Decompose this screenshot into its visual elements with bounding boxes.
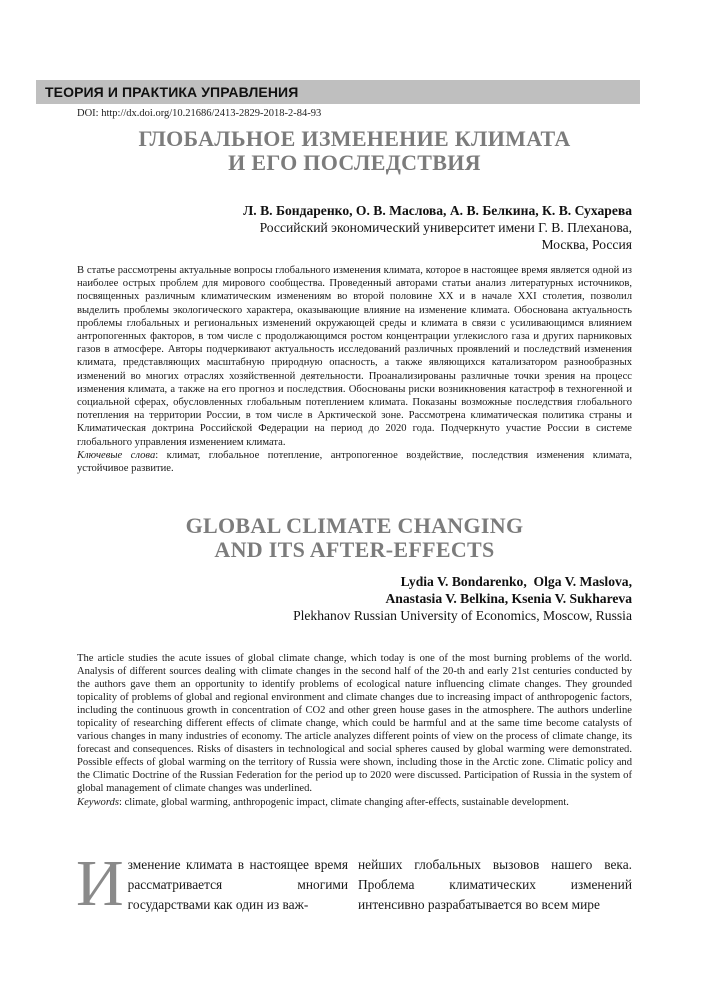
authors-ru: Л. В. Бондаренко, О. В. Маслова, А. В. Белкина, К. В. Сухарева xyxy=(243,203,632,218)
keywords-ru-label: Ключевые слова xyxy=(77,449,156,461)
title-ru-line-2: И ЕГО ПОСЛЕДСТВИЯ xyxy=(228,150,481,175)
body-right-text: нейших глобальных вызовов нашего века. Проблема климатических изменений интенсивно разрабатывается во всем мире xyxy=(358,857,632,912)
keywords-en-label: Keywords xyxy=(77,796,119,808)
authors-en-line-1: Lydia V. Bondarenko, Olga V. Maslova, xyxy=(400,574,632,589)
section-header-bar xyxy=(36,80,640,104)
affiliation-ru-line-1: Российский экономический университет имени Г. В. Плеханова, xyxy=(259,220,632,235)
authors-block-ru xyxy=(243,202,632,253)
authors-block-en xyxy=(293,573,632,624)
affiliation-en: Plekhanov Russian University of Economics, Moscow, Russia xyxy=(293,608,632,623)
abstract-en xyxy=(77,652,632,809)
abstract-ru-text: В статье рассмотрены актуальные вопросы глобального изменения климата, которое в настоящее время является одной из наиболее острых проблем для мирового сообщества. Проведенный авторами статьи анализ литературных источников, посвященных различным климатическим изменениям во второй половине XX и в начале XXI столетия, позволил выделить проблемы экологического характера, оказывающие влияние на изменение климата. Обоснована актуальность проблемы глобальных и региональных изменений окружающей среды и климата в связи с усиливающимся влиянием антропогенных факторов, в том числе с продолжающимся ростом концентрации углекислого газа и других парниковых газов в атмосфере. Авторы подчеркивают актуальность исследований различных проявлений и последствий изменения климата, представляющих масштабную природную опасность, а также являющихся катализатором разнообразных изменений во многих отраслях хозяйственной деятельности. Проанализированы различные точки зрения на процесс изменения климата, а также на его прогноз и последствия. Обоснованы риски возникновения катастроф в техногенной и социальной сферах, обусловленных глобальным потеплением климата. Показаны возможные последствия глобального потепления на территории России, в том числе в Арктической зоне. Рассмотрена климатическая политика страны и Климатическая доктрина Российской Федерации на период до 2020 года. Подчеркнуто участие России в системе глобального управления изменением климата. xyxy=(77,265,632,448)
keywords-ru xyxy=(77,449,632,475)
affiliation-ru-line-2: Москва, Россия xyxy=(541,237,632,252)
section-title: ТЕОРИЯ И ПРАКТИКА УПРАВЛЕНИЯ xyxy=(45,84,299,100)
drop-cap: И xyxy=(76,847,124,920)
body-column-left xyxy=(76,847,348,920)
keywords-en-text: : climate, global warming, anthropogenic impact, climate changing after-effects, sustainable development. xyxy=(118,796,569,808)
keywords-en xyxy=(77,796,632,809)
doi-link[interactable]: DOI: http://dx.doi.org/10.21686/2413-2829-2018-2-84-93 xyxy=(77,108,322,119)
abstract-en-text: The article studies the acute issues of global climate change, which today is one of the most burning problems of the world. Analysis of different sources dealing with climate changes in the second half of the 20-th and early 21st centuries conducted by the authors gave them an opportunity to identify problems of ecological nature influencing climate changes. They grounded topicality of problems of global and regional environment and climate changes due to increasing impact of anthropogenic factors, including the continuous growth in concentration of CO2 and other green house gases in the atmosphere. The authors underline topicality of researching different effects of climate change, which could be harmful and at the same time become catalysts of various changes in many industries of economy. The article analyzes different points of view on the process of climate change, its forecast and consequences. Risks of disasters in technological and social spheres caused by global warming were demonstrated. Possible effects of global warming on the territory of Russia were shown, including those in the Arctic zone. Climatic policy and the Climatic Doctrine of the Russian Federation for the period up to 2020 were discussed. Participation of Russia in the system of global management of climate changes was underlined. xyxy=(77,653,632,795)
article-title-en xyxy=(77,514,632,562)
article-title-ru xyxy=(77,127,632,175)
body-column-right xyxy=(358,855,632,914)
authors-en-line-2: Anastasia V. Belkina, Ksenia V. Sukhareva xyxy=(385,591,632,606)
abstract-ru xyxy=(77,264,632,475)
title-ru-line-1: ГЛОБАЛЬНОЕ ИЗМЕНЕНИЕ КЛИМАТА xyxy=(138,126,571,151)
title-en-line-2: AND ITS AFTER-EFFECTS xyxy=(214,537,495,562)
body-left-text: зменение климата в настоящее время рассматривается многими государствами как один из важ- xyxy=(127,857,348,912)
title-en-line-1: GLOBAL CLIMATE CHANGING xyxy=(185,513,524,538)
keywords-ru-text: : климат, глобальное потепление, антропогенное воздействие, последствия изменения климата, устойчивое развитие. xyxy=(77,449,632,475)
